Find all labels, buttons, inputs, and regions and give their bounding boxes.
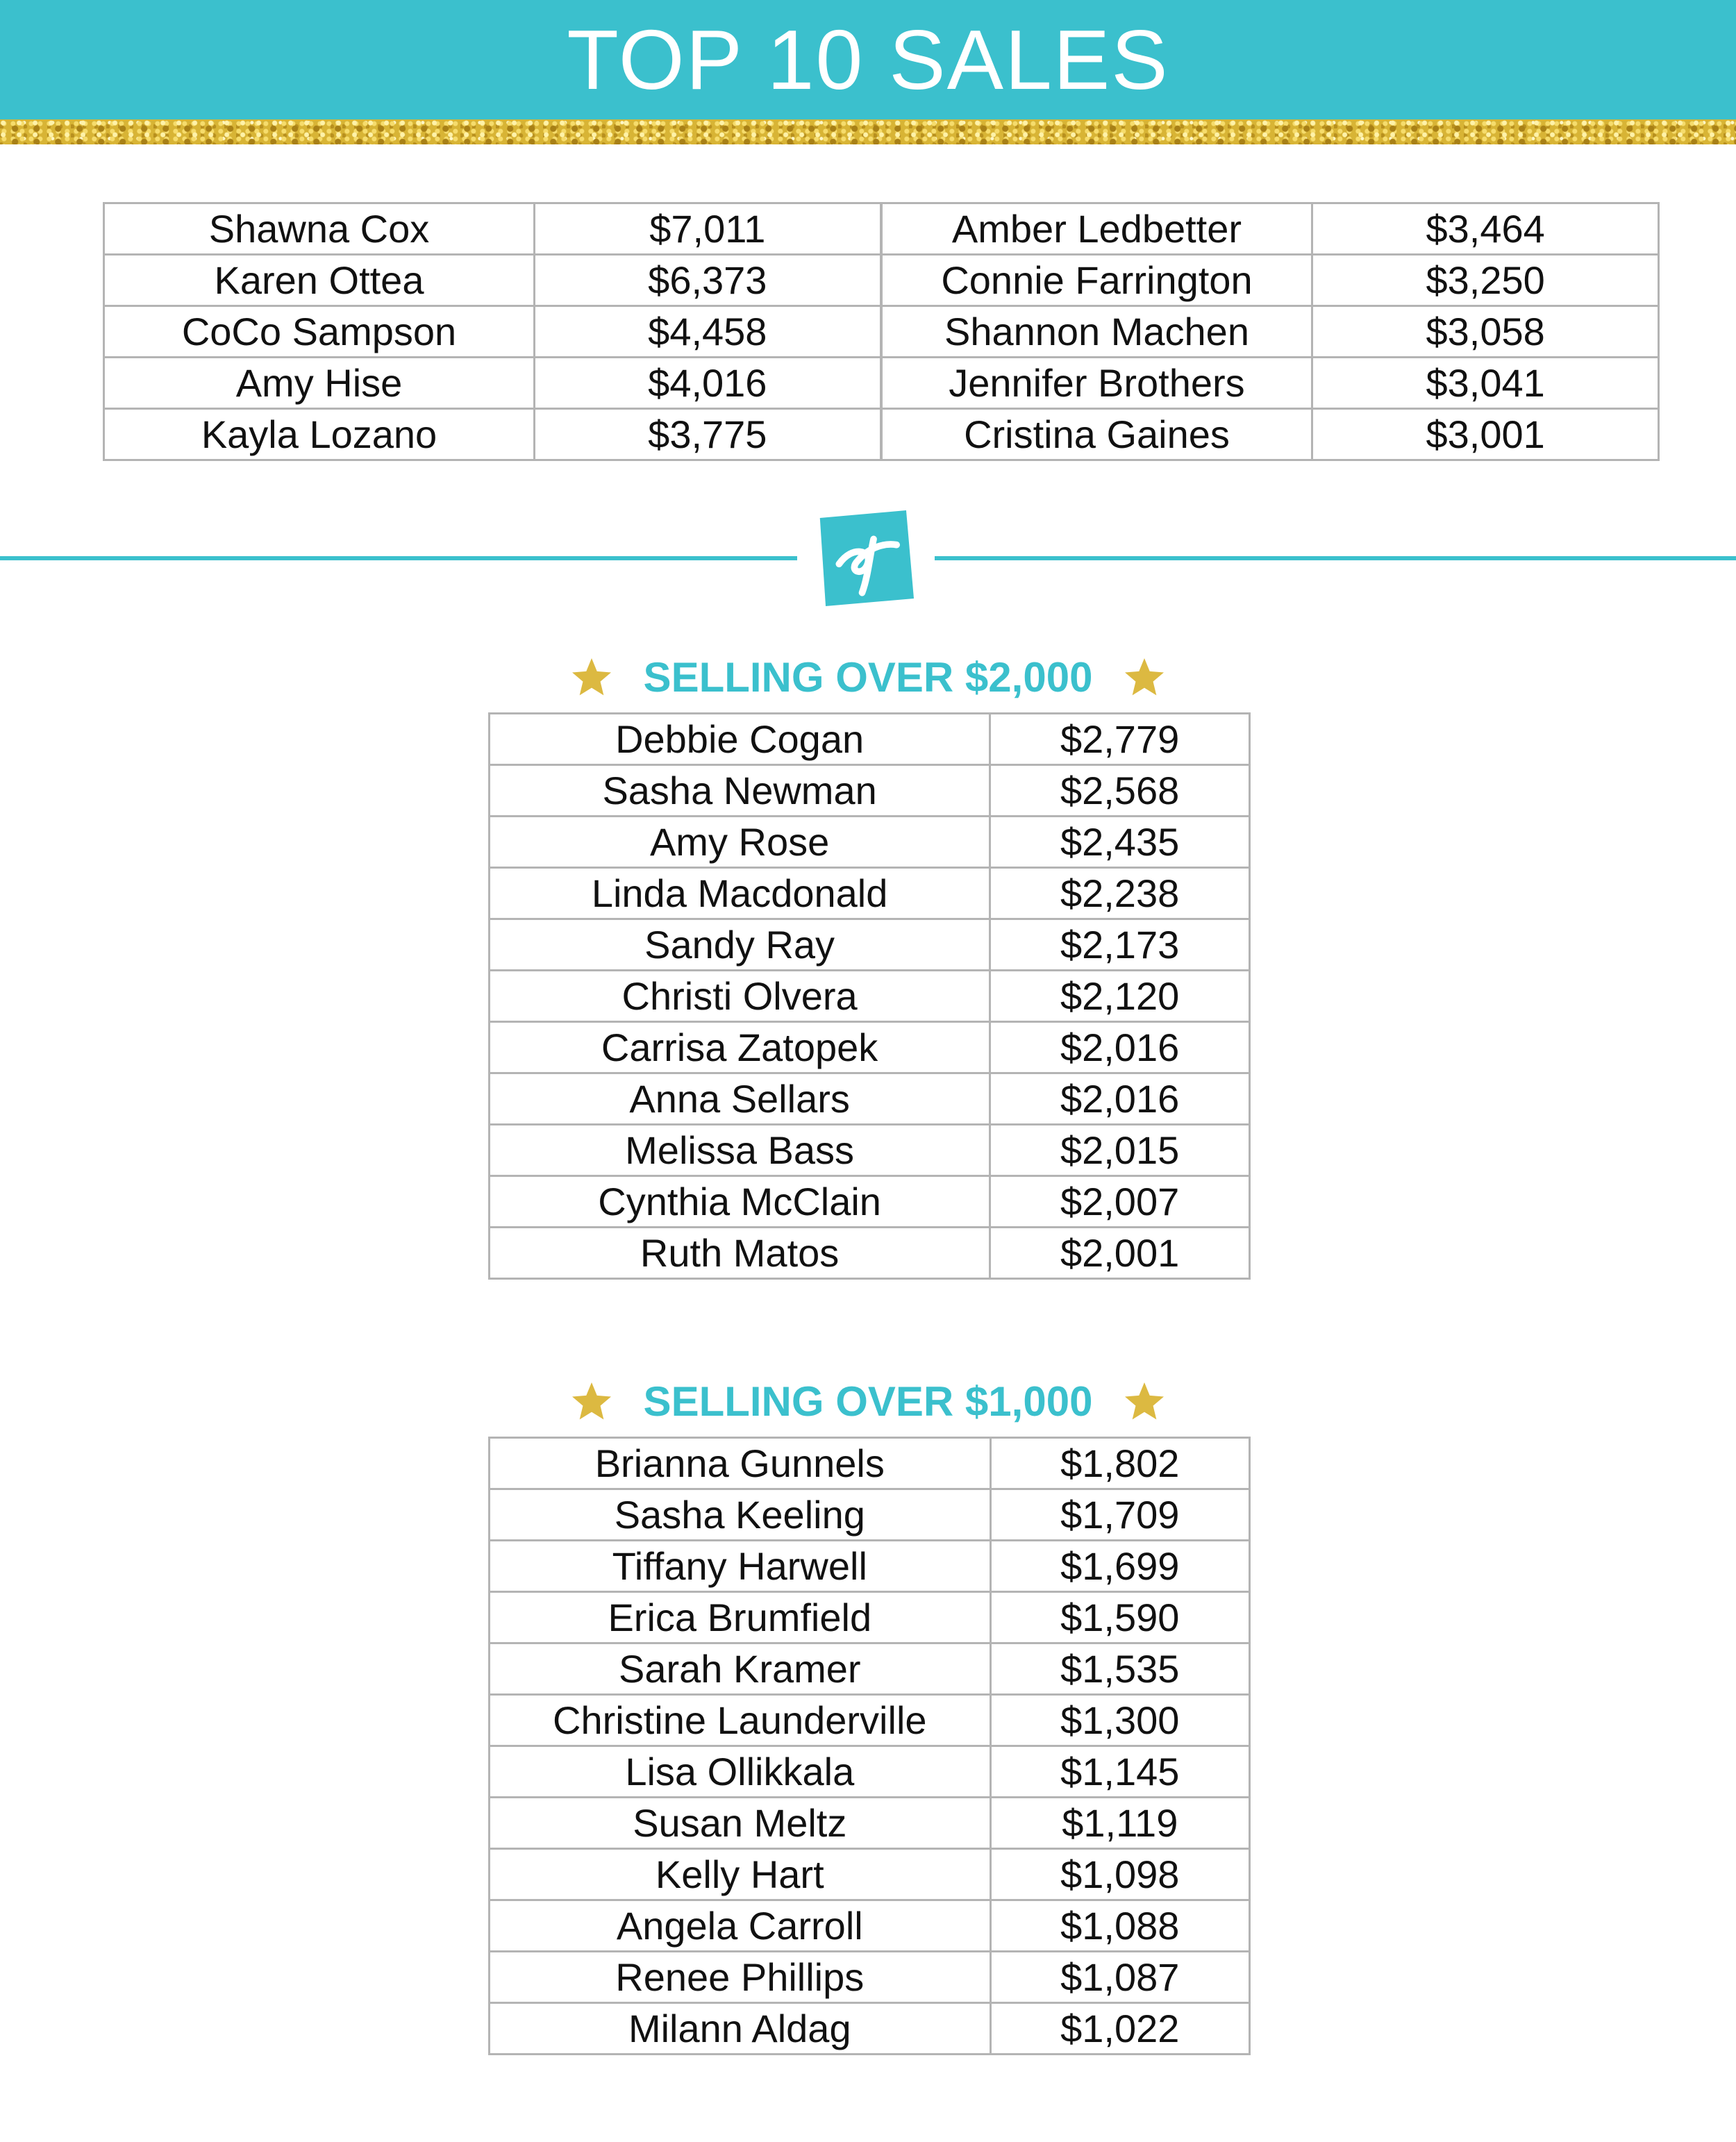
seller-name: Debbie Cogan [490, 714, 990, 765]
seller-name: Karen Ottea [104, 255, 535, 306]
divider-line-right [935, 556, 1736, 560]
sales-amount: $1,709 [990, 1489, 1249, 1541]
table-row [490, 1695, 1250, 1746]
sales-amount: $2,173 [990, 919, 1250, 971]
seller-name: Christi Olvera [490, 971, 990, 1022]
table-row [490, 971, 1250, 1022]
seller-name: Shawna Cox [104, 203, 535, 255]
star-icon [569, 655, 614, 700]
page-title: TOP 10 SALES [567, 12, 1169, 107]
sales-amount: $2,001 [990, 1228, 1250, 1279]
section-title-over-2000 [0, 650, 1736, 705]
table-row [490, 1746, 1250, 1798]
table-row [490, 1900, 1250, 1952]
seller-name: CoCo Sampson [104, 306, 535, 358]
section-title-text: SELLING OVER $1,000 [643, 1378, 1093, 1425]
sales-amount: $2,238 [990, 868, 1250, 919]
sales-amount: $3,464 [1312, 203, 1659, 255]
sales-amount: $2,007 [990, 1176, 1250, 1228]
table-row [104, 306, 1659, 358]
sales-amount: $1,590 [990, 1592, 1249, 1643]
seller-name: Lisa Ollikkala [490, 1746, 991, 1798]
sales-amount: $1,088 [990, 1900, 1249, 1952]
table-row [490, 714, 1250, 765]
seller-name: Melissa Bass [490, 1125, 990, 1176]
seller-name: Renee Phillips [490, 1952, 991, 2003]
sales-amount: $2,568 [990, 765, 1250, 817]
sales-amount: $4,016 [535, 358, 881, 409]
table-row [490, 919, 1250, 971]
table-row [490, 1489, 1250, 1541]
seller-name: Sandy Ray [490, 919, 990, 971]
seller-name: Brianna Gunnels [490, 1438, 991, 1489]
sales-amount: $1,535 [990, 1643, 1249, 1695]
sales-amount: $1,699 [990, 1541, 1249, 1592]
seller-name: Carrisa Zatopek [490, 1022, 990, 1073]
sales-amount: $1,802 [990, 1438, 1249, 1489]
table-row [104, 203, 1659, 255]
star-icon [1122, 655, 1167, 700]
sales-amount: $1,022 [990, 2003, 1249, 2055]
seller-name: Sasha Newman [490, 765, 990, 817]
seller-name: Amy Hise [104, 358, 535, 409]
table-row [490, 1592, 1250, 1643]
top-10-sales-table [103, 202, 1660, 461]
table-row [490, 1849, 1250, 1900]
sales-amount: $3,775 [535, 409, 881, 460]
seller-name: Anna Sellars [490, 1073, 990, 1125]
seller-name: Linda Macdonald [490, 868, 990, 919]
seller-name: Milann Aldag [490, 2003, 991, 2055]
sales-amount: $4,458 [535, 306, 881, 358]
table-row [490, 1798, 1250, 1849]
seller-name: Kelly Hart [490, 1849, 991, 1900]
sales-amount: $1,087 [990, 1952, 1249, 2003]
sales-amount: $1,098 [990, 1849, 1249, 1900]
star-icon [1122, 1380, 1167, 1424]
sales-amount: $1,119 [990, 1798, 1249, 1849]
seller-name: Shannon Machen [881, 306, 1312, 358]
sales-amount: $2,016 [990, 1073, 1250, 1125]
seller-name: Connie Farrington [881, 255, 1312, 306]
seller-name: Christine Launderville [490, 1695, 991, 1746]
sales-amount: $1,145 [990, 1746, 1249, 1798]
sales-amount: $2,015 [990, 1125, 1250, 1176]
seller-name: Jennifer Brothers [881, 358, 1312, 409]
seller-name: Tiffany Harwell [490, 1541, 991, 1592]
seller-name: Erica Brumfield [490, 1592, 991, 1643]
seller-name: Cynthia McClain [490, 1176, 990, 1228]
table-row [490, 2003, 1250, 2055]
table-row [490, 1952, 1250, 2003]
table-row [104, 255, 1659, 306]
sales-amount: $2,120 [990, 971, 1250, 1022]
star-icon [569, 1380, 614, 1424]
table-row [490, 1176, 1250, 1228]
sales-amount: $2,016 [990, 1022, 1250, 1073]
table-row [490, 868, 1250, 919]
table-row [490, 1438, 1250, 1489]
divider-line-left [0, 556, 797, 560]
selling-over-1000-table [488, 1437, 1251, 2055]
sales-amount: $2,435 [990, 817, 1250, 868]
table-row [104, 358, 1659, 409]
sales-amount: $3,041 [1312, 358, 1659, 409]
seller-name: Amy Rose [490, 817, 990, 868]
seller-name: Kayla Lozano [104, 409, 535, 460]
seller-name: Sasha Keeling [490, 1489, 991, 1541]
section-title-text: SELLING OVER $2,000 [643, 654, 1093, 701]
header-banner [0, 0, 1736, 119]
sales-amount: $3,001 [1312, 409, 1659, 460]
table-row [490, 1541, 1250, 1592]
selling-over-2000-table [488, 712, 1251, 1280]
table-row [490, 1022, 1250, 1073]
seller-name: Amber Ledbetter [881, 203, 1312, 255]
table-row [490, 1643, 1250, 1695]
table-row [104, 409, 1659, 460]
table-row [490, 765, 1250, 817]
table-row [490, 817, 1250, 868]
sales-amount: $2,779 [990, 714, 1250, 765]
seller-name: Ruth Matos [490, 1228, 990, 1279]
table-row [490, 1228, 1250, 1279]
seller-name: Susan Meltz [490, 1798, 991, 1849]
seller-name: Cristina Gaines [881, 409, 1312, 460]
sales-amount: $7,011 [535, 203, 881, 255]
sales-amount: $6,373 [535, 255, 881, 306]
table-row [490, 1125, 1250, 1176]
seller-name: Angela Carroll [490, 1900, 991, 1952]
sales-amount: $3,058 [1312, 306, 1659, 358]
gold-glitter-strip [0, 119, 1736, 144]
brand-logo-icon [818, 510, 914, 606]
section-title-over-1000 [0, 1374, 1736, 1430]
sales-amount: $1,300 [990, 1695, 1249, 1746]
seller-name: Sarah Kramer [490, 1643, 991, 1695]
sales-amount: $3,250 [1312, 255, 1659, 306]
table-row [490, 1073, 1250, 1125]
